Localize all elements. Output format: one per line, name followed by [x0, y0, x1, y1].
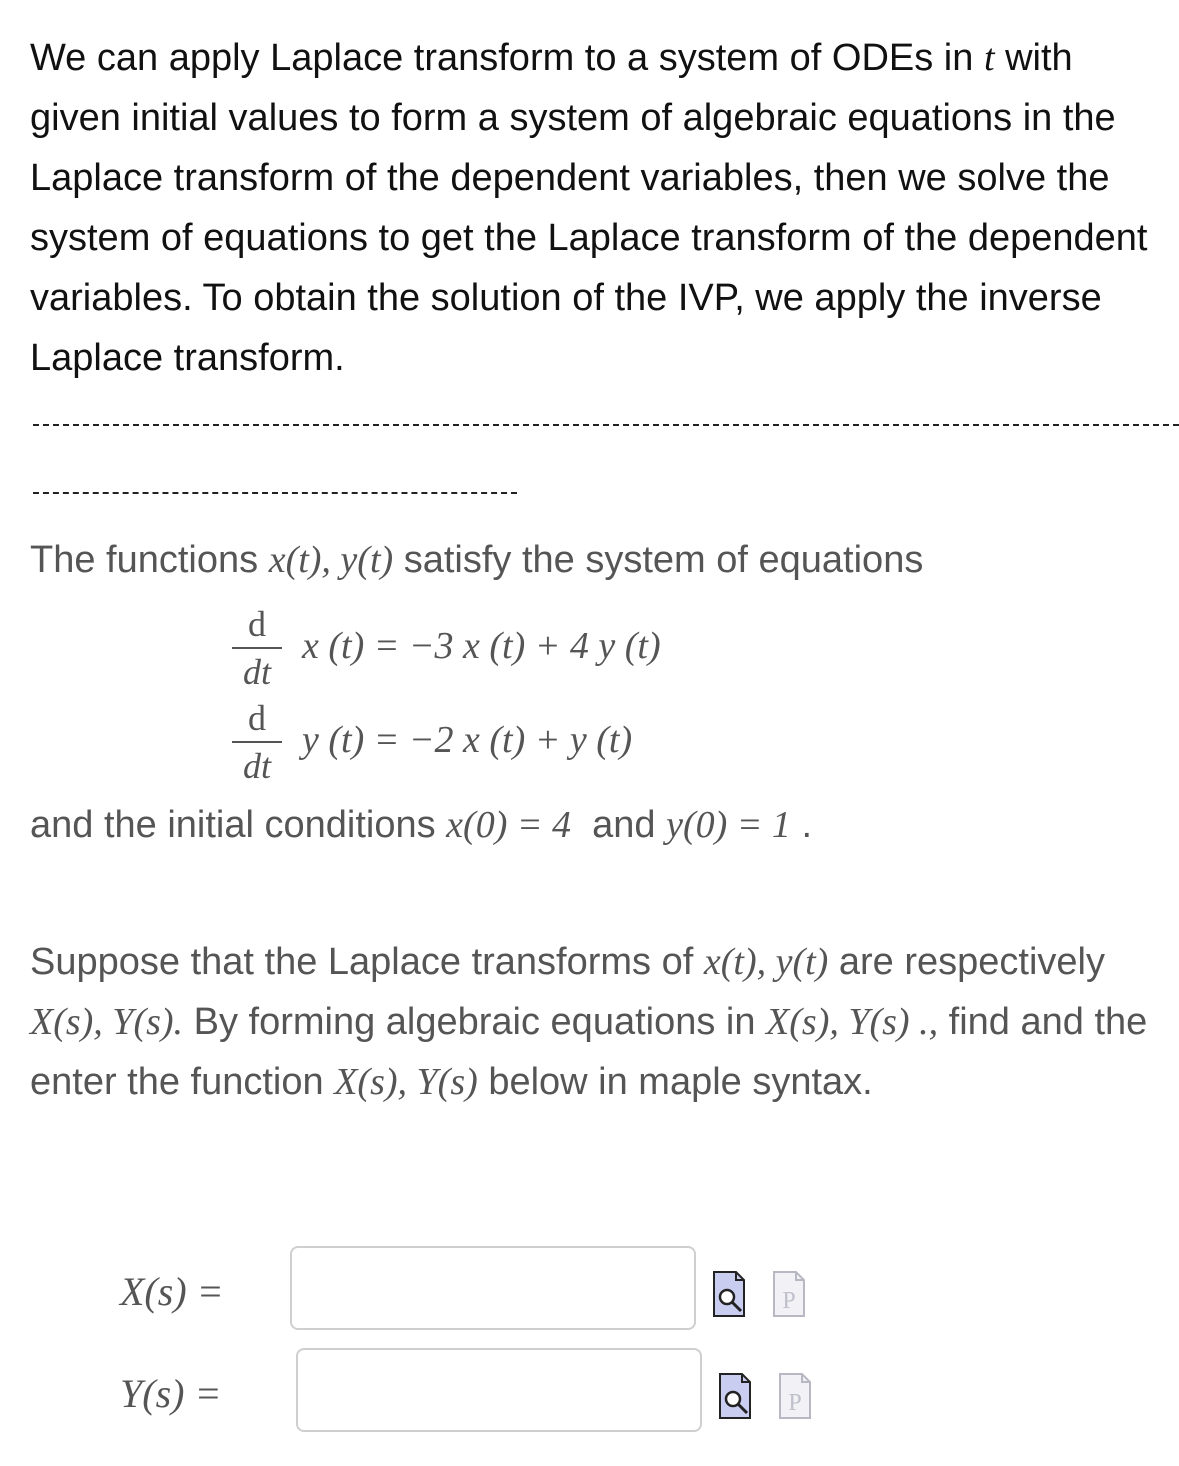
problem-functions: x(t), y(t) [268, 539, 394, 581]
plain-text-page-icon[interactable] [778, 1372, 812, 1420]
question-part5: below in maple syntax. [488, 1061, 873, 1103]
eq2-frac-num: d [248, 698, 266, 738]
problem-lead-tail: satisfy the system of equations [403, 539, 924, 581]
question-part3: By forming algebraic equations in [193, 1001, 756, 1043]
eq1-frac-den: dt [242, 652, 271, 692]
ic-end: . [801, 804, 813, 846]
question-part1: Suppose that the Laplace transforms of [30, 941, 694, 983]
dashed-divider-short [33, 492, 517, 494]
intro-paragraph [30, 28, 1160, 388]
intro-rest: with given initial values to form a system of algebraic equations in the Laplace transform of the dependent variables, then we solve the system of equations to get the Laplace transform of the dependent variables. To obtain the solution of the IVP, we apply the inverse Laplace transform. [30, 37, 1148, 379]
dashed-divider [33, 424, 1179, 426]
eq1-frac-bar [232, 647, 282, 649]
eq1-frac-num: d [248, 604, 266, 644]
initial-conditions [30, 803, 812, 847]
question-paragraph [30, 932, 1160, 1112]
answer-x-input[interactable] [290, 1246, 696, 1330]
equation-2: y (t) = −2 x (t) + y (t) [302, 719, 633, 761]
svg-text:P: P [788, 1390, 802, 1416]
question-funcs: x(t), y(t) [703, 941, 829, 983]
plain-text-page-icon[interactable] [772, 1270, 806, 1318]
ic-x0: x(0) = 4 [446, 804, 571, 846]
eq1-derivative [232, 604, 282, 692]
question-transforms: X(s), Y(s). [30, 1001, 184, 1043]
svg-text:P: P [782, 1288, 796, 1314]
problem-lead-text: The functions [30, 539, 259, 581]
question-part2: are respectively [838, 941, 1106, 983]
question-transforms3: X(s), Y(s) [334, 1061, 478, 1103]
intro-var-t: t [983, 37, 995, 79]
problem-lead [30, 538, 923, 582]
preview-magnifier-icon[interactable] [712, 1270, 746, 1318]
ic-and: and [592, 804, 656, 846]
answer-x-label: X(s) = [120, 1269, 224, 1314]
eq2-derivative [232, 698, 282, 786]
question-part4: find and the enter the function [30, 1001, 1148, 1103]
equation-1: x (t) = −3 x (t) + 4 y (t) [302, 625, 661, 667]
eq2-frac-bar [232, 741, 282, 743]
ic-y0: y(0) = 1 [666, 804, 791, 846]
answer-y-input[interactable] [296, 1348, 702, 1432]
answer-y-label: Y(s) = [120, 1371, 222, 1416]
eq2-frac-den: dt [242, 746, 271, 786]
ic-lead: and the initial conditions [30, 804, 436, 846]
question-transforms2: X(s), Y(s) ., [766, 1001, 939, 1043]
preview-magnifier-icon[interactable] [718, 1372, 752, 1420]
intro-text: We can apply Laplace transform to a system of ODEs in [30, 37, 974, 79]
